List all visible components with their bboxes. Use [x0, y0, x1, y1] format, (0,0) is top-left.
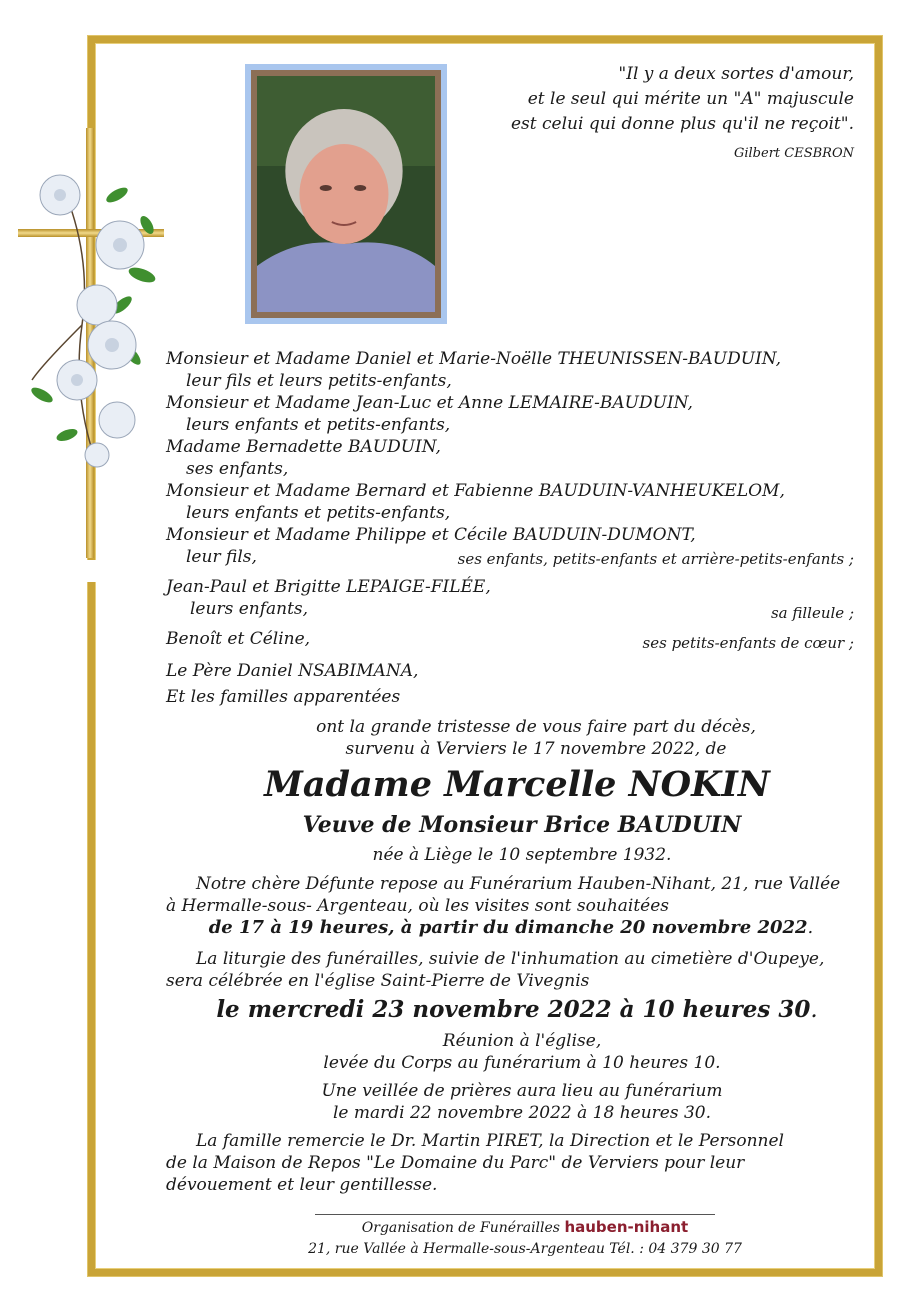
family-line: Et les familles apparentées	[166, 687, 401, 707]
thanks-line: dévouement et leur gentillesse.	[166, 1175, 438, 1195]
frame-gap	[78, 560, 102, 582]
family-note: sa filleule ;	[770, 604, 854, 622]
family-block-3	[166, 660, 856, 708]
family-line: Monsieur et Madame Philippe et Cécile BAUDUIN-DUMONT,	[166, 525, 696, 545]
visit-line: Notre chère Défunte repose au Funérarium Hauben-Nihant, 21, rue Vallée	[196, 874, 841, 894]
footer-organisation	[166, 1218, 856, 1236]
announcement-line: survenu à Verviers le 17 novembre 2022, de	[345, 739, 727, 759]
visit-line: à Hermalle-sous- Argenteau, où les visites sont souhaitées	[166, 896, 670, 916]
thanks-paragraph	[166, 1130, 856, 1196]
funeral-date	[166, 996, 856, 1023]
announcement-line: ont la grande tristesse de vous faire part du décès,	[316, 717, 756, 737]
meeting-line: Une veillée de prières aura lieu au funérarium	[321, 1081, 723, 1101]
visit-hours	[166, 917, 856, 939]
footer-divider	[315, 1214, 715, 1215]
portrait-image	[257, 76, 435, 312]
meeting-line: Réunion à l'église,	[442, 1031, 602, 1051]
quote-line: et le seul qui mérite un "A" majuscule	[527, 89, 854, 109]
family-line: Le Père Daniel NSABIMANA,	[166, 661, 419, 681]
thanks-line: La famille remercie le Dr. Martin PIRET, la Direction et le Personnel	[196, 1131, 784, 1151]
family-line: ses enfants,	[186, 459, 289, 479]
announcement	[166, 716, 856, 760]
family-line: leurs enfants et petits-enfants,	[186, 503, 451, 523]
liturgy-line: La liturgie des funérailles, suivie de l'inhumation au cimetière d'Oupeye,	[196, 949, 825, 969]
family-line: Monsieur et Madame Bernard et Fabienne BAUDUIN-VANHEUKELOM,	[166, 481, 785, 501]
liturgy-line: sera célébrée en l'église Saint-Pierre de Vivegnis	[166, 971, 590, 991]
meeting-line: levée du Corps au funérarium à 10 heures 10.	[323, 1053, 721, 1073]
portrait-photo	[245, 64, 447, 324]
family-line: Monsieur et Madame Daniel et Marie-Noëlle THEUNISSEN-BAUDUIN,	[166, 349, 781, 369]
thanks-line: de la Maison de Repos "Le Domaine du Parc" de Verviers pour leur	[166, 1153, 745, 1173]
footer-address: 21, rue Vallée à Hermalle-sous-Argenteau Tél. : 04 379 30 77	[308, 1241, 742, 1257]
funeral-date-dot: .	[810, 997, 818, 1023]
visit-hours-text: de 17 à 19 heures, à partir du dimanche 20 novembre 2022	[208, 917, 808, 938]
visit-paragraph	[166, 873, 856, 939]
family-line: Jean-Paul et Brigitte LEPAIGE-FILÉE,	[166, 577, 491, 597]
family-line: leurs enfants et petits-enfants,	[186, 415, 451, 435]
family-line: leur fils et leurs petits-enfants,	[186, 371, 452, 391]
family-note: ses enfants, petits-enfants et arrière-petits-enfants ;	[457, 550, 854, 568]
meeting-block	[166, 1030, 856, 1124]
family-block	[166, 348, 856, 568]
birth-line: née à Liège le 10 septembre 1932.	[372, 845, 672, 865]
deceased-name: Madame Marcelle NOKIN	[264, 764, 770, 805]
family-line: leurs enfants,	[190, 599, 309, 619]
quote-block	[494, 62, 854, 166]
family-note: ses petits-enfants de cœur ;	[642, 634, 854, 652]
family-line: Monsieur et Madame Jean-Luc et Anne LEMAIRE-BAUDUIN,	[166, 393, 693, 413]
liturgy-paragraph	[166, 948, 856, 992]
funeral-date-text: le mercredi 23 novembre 2022 à 10 heures 30	[216, 996, 811, 1023]
footer-org-label: Organisation de Funérailles	[361, 1220, 560, 1236]
quote-author: Gilbert CESBRON	[733, 146, 854, 161]
family-line: Benoît et Céline,	[166, 629, 311, 649]
quote-line: "Il y a deux sortes d'amour,	[618, 64, 854, 84]
quote-line: est celui qui donne plus qu'il ne reçoit".	[510, 114, 854, 134]
widow-line: Veuve de Monsieur Brice BAUDUIN	[302, 812, 742, 838]
brand-logo: hauben-nihant	[564, 1218, 689, 1236]
meeting-line: le mardi 22 novembre 2022 à 18 heures 30.	[332, 1103, 712, 1123]
family-line: Madame Bernadette BAUDUIN,	[166, 437, 441, 457]
family-line: leur fils,	[186, 547, 257, 567]
visit-hours-dot: .	[807, 917, 814, 938]
flower-garland-icon	[22, 165, 172, 505]
family-block-2	[166, 576, 856, 620]
